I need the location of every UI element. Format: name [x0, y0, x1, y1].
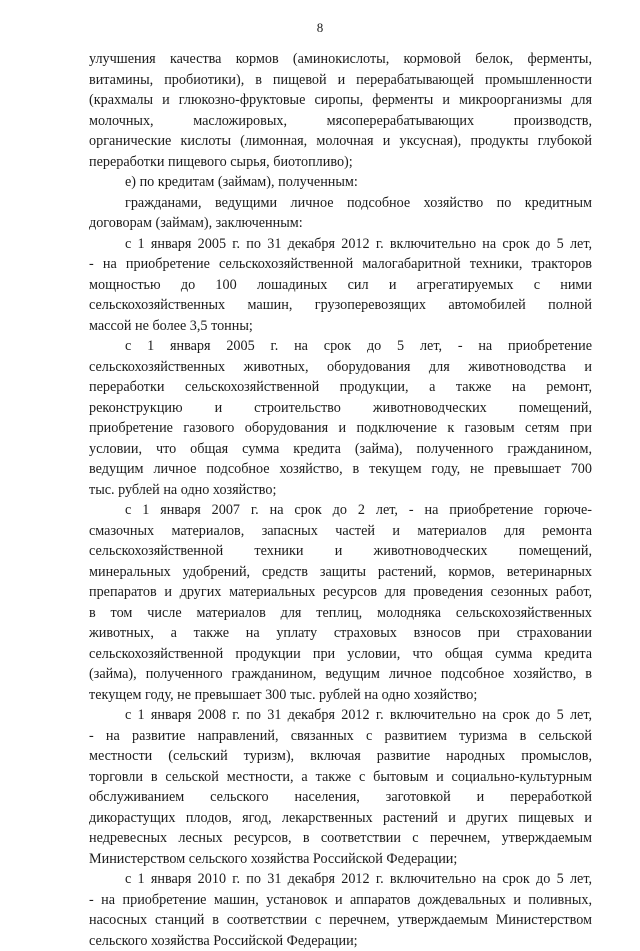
text-line: тыс. рублей на одно хозяйство;	[89, 480, 592, 501]
document-body	[89, 49, 592, 951]
text-line: - на приобретение машин, установок и аппаратов дождевальных и поливных,	[89, 890, 592, 911]
text-line: - на приобретение сельскохозяйственной малогабаритной техники, тракторов	[89, 254, 592, 275]
text-line: условии, что общая сумма кредита (займа), полученного гражданином,	[89, 439, 592, 460]
text-line: Министерством сельского хозяйства Российской Федерации;	[89, 849, 592, 870]
text-line: сельскохозяйственных животных, оборудования для животноводства и	[89, 357, 592, 378]
text-line: переработки сельскохозяйственной продукции, а также на ремонт,	[89, 377, 592, 398]
text-line: приобретение газового оборудования и подключение к газовым сетям при	[89, 418, 592, 439]
text-line: животных, а также на уплату страховых взносов при страховании	[89, 623, 592, 644]
text-line: ведущим личное подсобное хозяйство, в текущем году, не превышает 700	[89, 459, 592, 480]
text-line: недревесных лесных ресурсов, в соответствии с перечнем, утверждаемым	[89, 828, 592, 849]
text-line: в том числе материалов для теплиц, молодняка сельскохозяйственных	[89, 603, 592, 624]
text-line: смазочных материалов, запасных частей и материалов для ремонта	[89, 521, 592, 542]
text-line: договорам (займам), заключенным:	[89, 213, 592, 234]
text-line: препаратов и других материальных ресурсов для проведения сезонных работ,	[89, 582, 592, 603]
text-line: реконструкцию и строительство животноводческих помещений,	[89, 398, 592, 419]
text-line: минеральных удобрений, средств защиты растений, кормов, ветеринарных	[89, 562, 592, 583]
text-line: переработки пищевого сырья, биотопливо);	[89, 152, 592, 173]
text-line: молочных, масложировых, мясоперерабатывающих производств,	[89, 111, 592, 132]
text-line: мощностью до 100 лошадиных сил и агрегатируемых с ними	[89, 275, 592, 296]
text-line: местности (сельский туризм), включая развитие народных промыслов,	[89, 746, 592, 767]
text-line: с 1 января 2005 г. по 31 декабря 2012 г. включительно на срок до 5 лет,	[89, 234, 592, 255]
text-line: сельского хозяйства Российской Федерации;	[89, 931, 592, 951]
text-line: обслуживанием сельского населения, заготовкой и переработкой	[89, 787, 592, 808]
text-line: сельскохозяйственной техники и животноводческих помещений,	[89, 541, 592, 562]
text-line: е) по кредитам (займам), полученным:	[89, 172, 592, 193]
page-number: 8	[0, 20, 640, 36]
text-line: с 1 января 2007 г. на срок до 2 лет, - на приобретение горюче-	[89, 500, 592, 521]
text-line: массой не более 3,5 тонны;	[89, 316, 592, 337]
text-line: сельскохозяйственной продукции при условии, что общая сумма кредита	[89, 644, 592, 665]
text-line: - на развитие направлений, связанных с развитием туризма в сельской	[89, 726, 592, 747]
text-line: (крахмалы и глюкозно-фруктовые сиропы, ферменты и микроорганизмы для	[89, 90, 592, 111]
text-line: торговли в сельской местности, а также с бытовым и социально-культурным	[89, 767, 592, 788]
text-line: улучшения качества кормов (аминокислоты, кормовой белок, ферменты,	[89, 49, 592, 70]
text-line: витамины, пробиотики), в пищевой и перерабатывающей промышленности	[89, 70, 592, 91]
text-line: (займа), полученного гражданином, ведущим личное подсобное хозяйство, в	[89, 664, 592, 685]
text-line: насосных станций в соответствии с перечнем, утверждаемым Министерством	[89, 910, 592, 931]
text-line: гражданами, ведущими личное подсобное хозяйство по кредитным	[89, 193, 592, 214]
text-line: дикорастущих плодов, ягод, лекарственных растений и других пищевых и	[89, 808, 592, 829]
text-line: с 1 января 2008 г. по 31 декабря 2012 г. включительно на срок до 5 лет,	[89, 705, 592, 726]
text-line: с 1 января 2005 г. на срок до 5 лет, - на приобретение	[89, 336, 592, 357]
text-line: с 1 января 2010 г. по 31 декабря 2012 г. включительно на срок до 5 лет,	[89, 869, 592, 890]
text-line: сельскохозяйственных машин, грузоперевозящих автомобилей полной	[89, 295, 592, 316]
text-line: органические кислоты (лимонная, молочная и уксусная), продукты глубокой	[89, 131, 592, 152]
text-line: текущем году, не превышает 300 тыс. рублей на одно хозяйство;	[89, 685, 592, 706]
